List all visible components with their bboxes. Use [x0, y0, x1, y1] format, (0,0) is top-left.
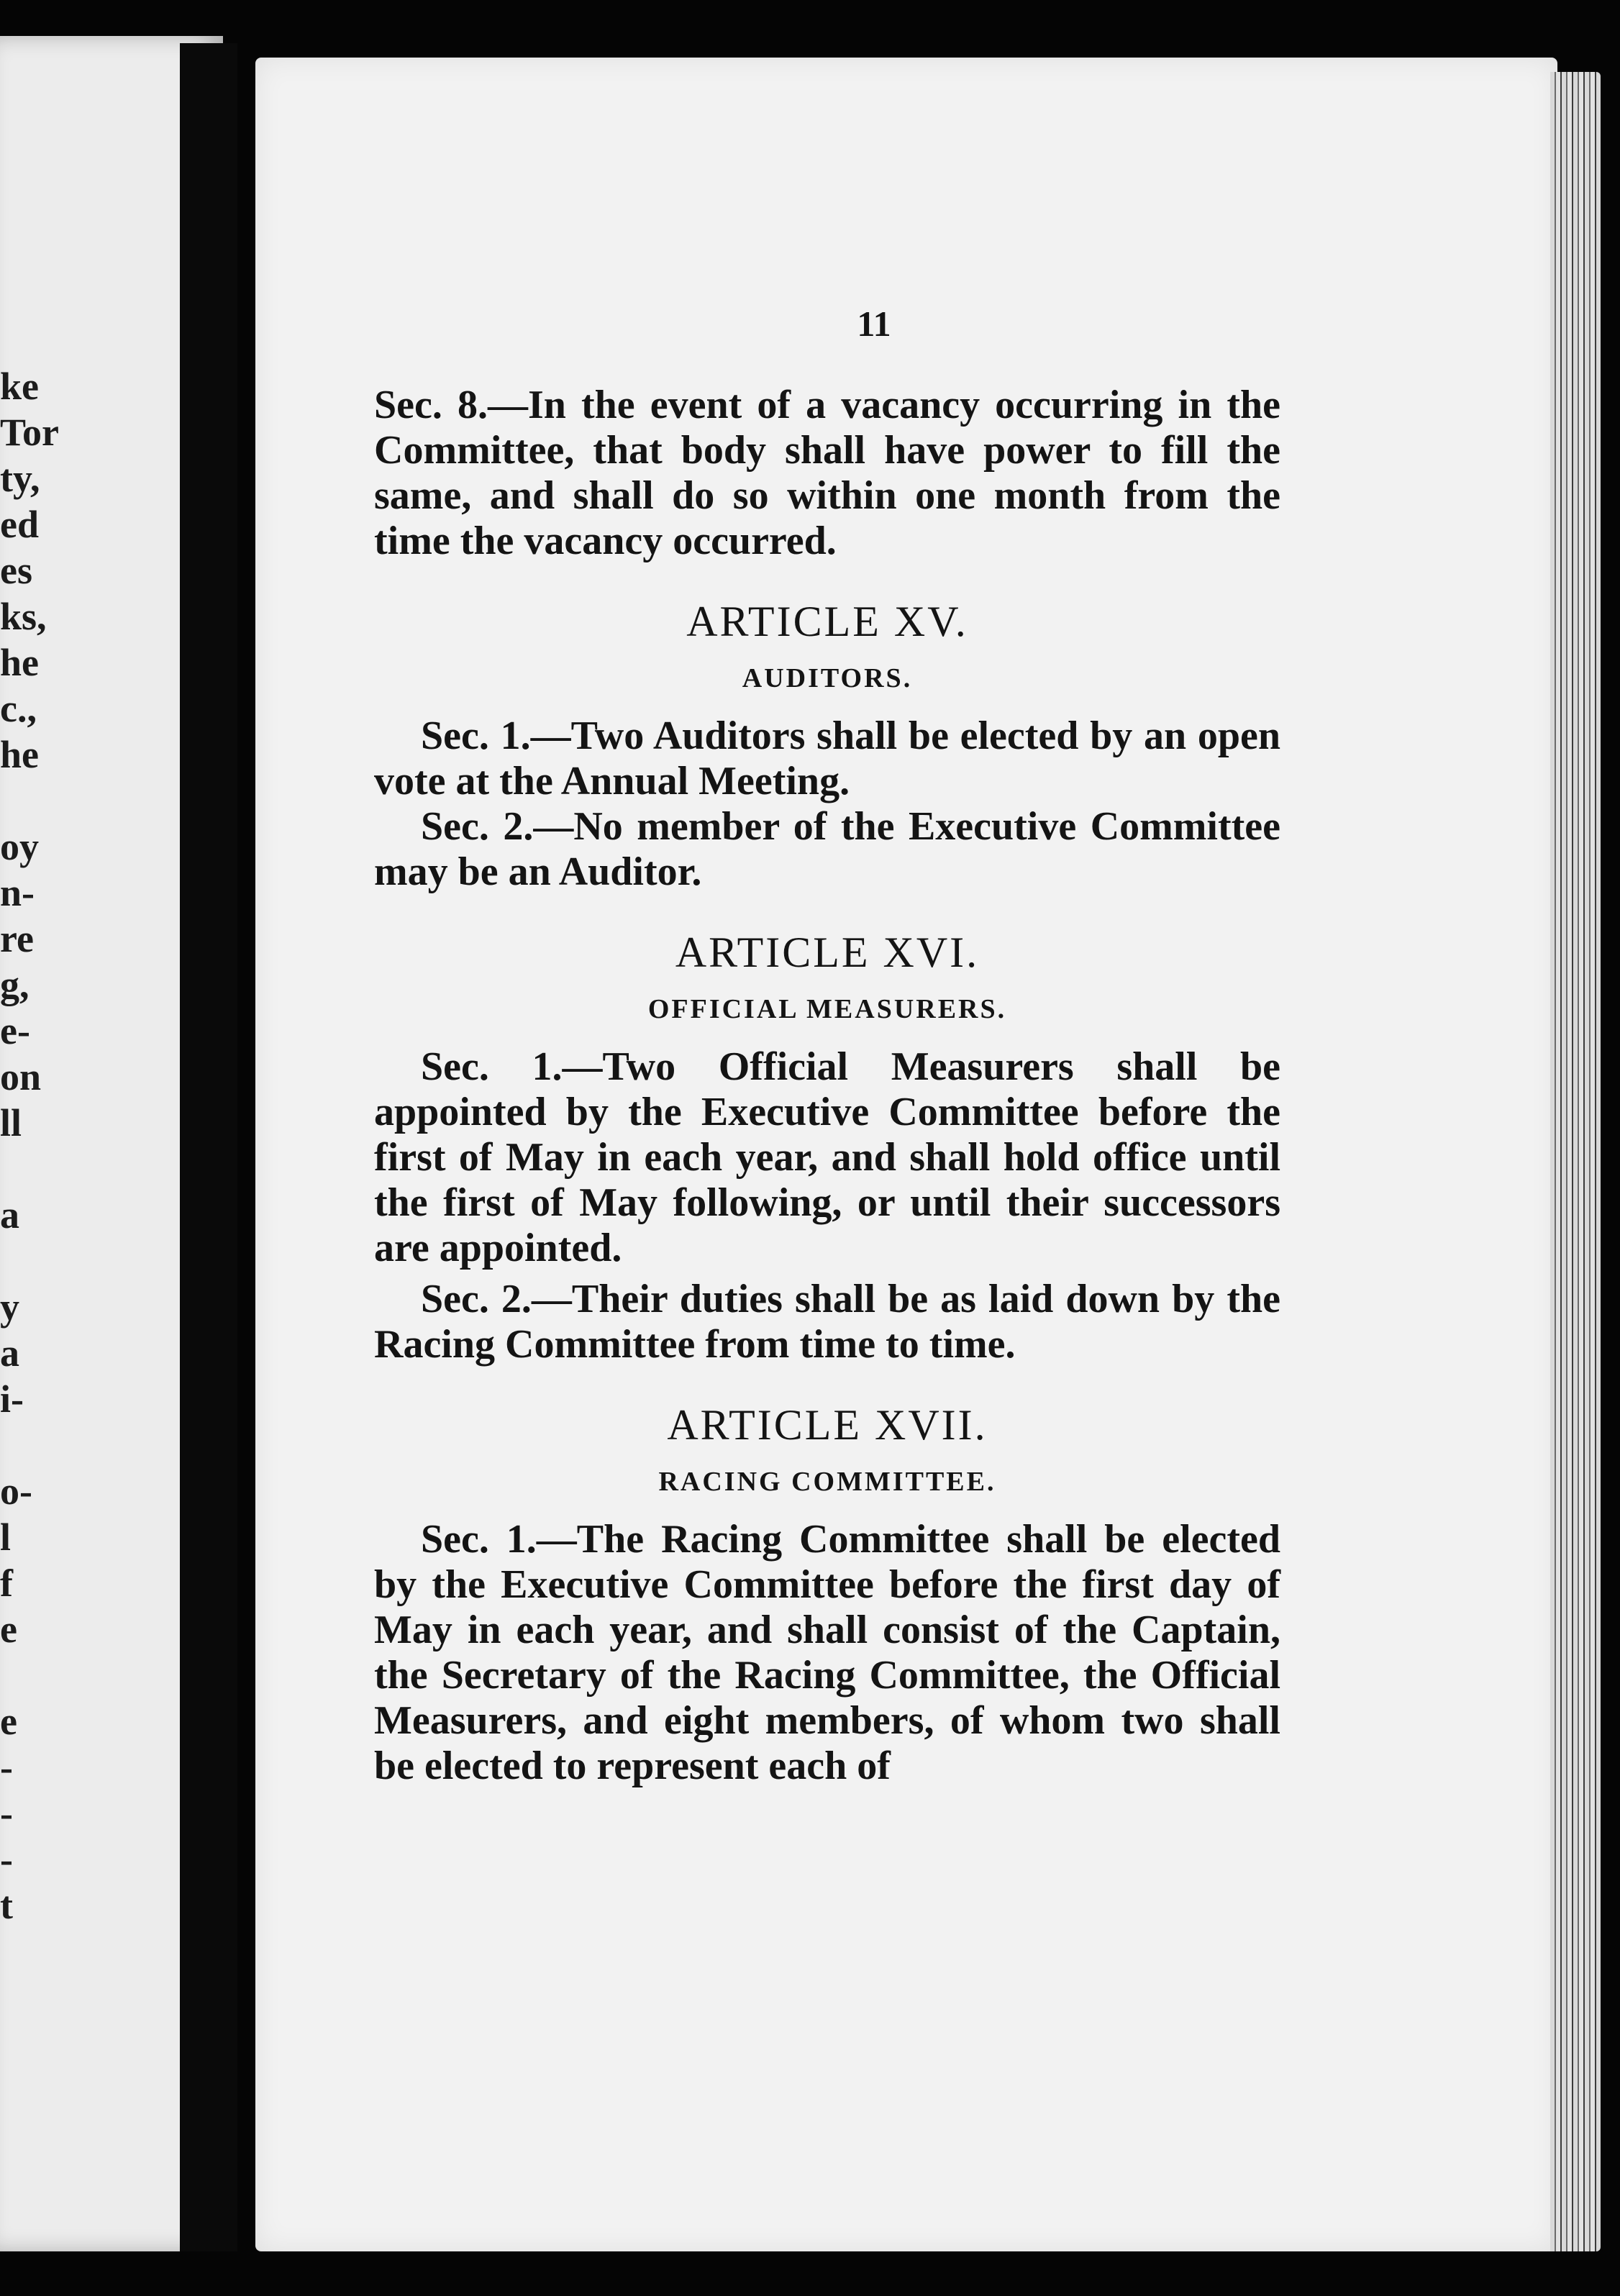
facing-text-fragment: he — [0, 641, 39, 684]
facing-text-fragment: on — [0, 1055, 42, 1098]
article-subheading: RACING COMMITTEE. — [658, 1467, 996, 1497]
paragraph: Sec. 2.—Their duties shall be as laid down by the Racing Committee from time to time. — [374, 1277, 1280, 1367]
facing-text-fragment: g, — [0, 963, 29, 1006]
facing-text-fragment: y — [0, 1285, 19, 1329]
article-heading: ARTICLE XVII. — [667, 1401, 988, 1449]
facing-text-fragment: es — [0, 549, 32, 592]
facing-text-fragment: e- — [0, 1009, 30, 1052]
article-heading: ARTICLE XVI. — [675, 929, 980, 976]
facing-text-fragment: a — [0, 1331, 19, 1375]
page-text — [374, 302, 1280, 1789]
article-subheading: OFFICIAL MEASURERS. — [647, 994, 1007, 1024]
paragraph: Sec. 1.—The Racing Committee shall be elected by the Executive Committee before the first day of May in each year, and shall consist of the Captain, the Secretary of the Racing Committee, the Official Measurers, and eight members, of whom two shall be elected to represent each of — [374, 1517, 1280, 1788]
article-subheading: AUDITORS. — [742, 663, 913, 693]
facing-text-fragment: oy — [0, 825, 39, 868]
facing-text-fragment: o- — [0, 1470, 32, 1513]
facing-text-fragment — [0, 1422, 79, 1468]
facing-text-fragment: ty, — [0, 457, 40, 500]
facing-text-fragment — [0, 778, 79, 824]
paragraph: Sec. 8.—In the event of a vacancy occurring in the Committee, that body shall have power to fill the same, and shall do so within one month from the time the vacancy occurred. — [374, 383, 1280, 563]
facing-text-fragment — [0, 1238, 79, 1284]
article-heading: ARTICLE XV. — [686, 598, 968, 645]
facing-text-fragment: ll — [0, 1101, 22, 1144]
facing-text-fragment: e — [0, 1608, 17, 1651]
facing-text-fragment: n- — [0, 871, 35, 914]
facing-text-fragment — [0, 1146, 79, 1192]
facing-text-fragment: - — [0, 1792, 13, 1835]
facing-text-fragment: a — [0, 1193, 19, 1236]
facing-text-fragment: - — [0, 1838, 13, 1881]
facing-text-fragment: re — [0, 917, 34, 960]
facing-text-fragment: t — [0, 1884, 13, 1927]
page-edges — [1550, 72, 1601, 2251]
paragraph: Sec. 2.—No member of the Executive Committee may be an Auditor. — [374, 804, 1280, 894]
facing-text-fragment — [0, 1652, 79, 1698]
book-gutter — [180, 43, 237, 2251]
facing-text-fragment: Tor — [0, 411, 60, 454]
paragraph: Sec. 1.—Two Official Measurers shall be appointed by the Executive Committee before the first of May in each year, and shall hold office until the first of May following, or until their successors are appointed. — [374, 1044, 1280, 1270]
paragraph: Sec. 1.—Two Auditors shall be elected by an open vote at the Annual Meeting. — [374, 714, 1280, 803]
facing-text-fragment: c., — [0, 687, 37, 730]
page-number: 11 — [857, 304, 891, 344]
facing-text-fragment: ed — [0, 503, 39, 546]
facing-text-fragment: ke — [0, 365, 39, 408]
facing-text-fragment: e — [0, 1700, 17, 1743]
facing-text-fragment: - — [0, 1746, 13, 1789]
facing-text-fragment: i- — [0, 1377, 24, 1421]
facing-text-fragment: ks, — [0, 595, 47, 638]
facing-text-fragment: he — [0, 733, 39, 776]
facing-text-fragment: l — [0, 1516, 12, 1559]
facing-text-fragment: f — [0, 1562, 13, 1605]
facing-page-text — [0, 363, 79, 1928]
